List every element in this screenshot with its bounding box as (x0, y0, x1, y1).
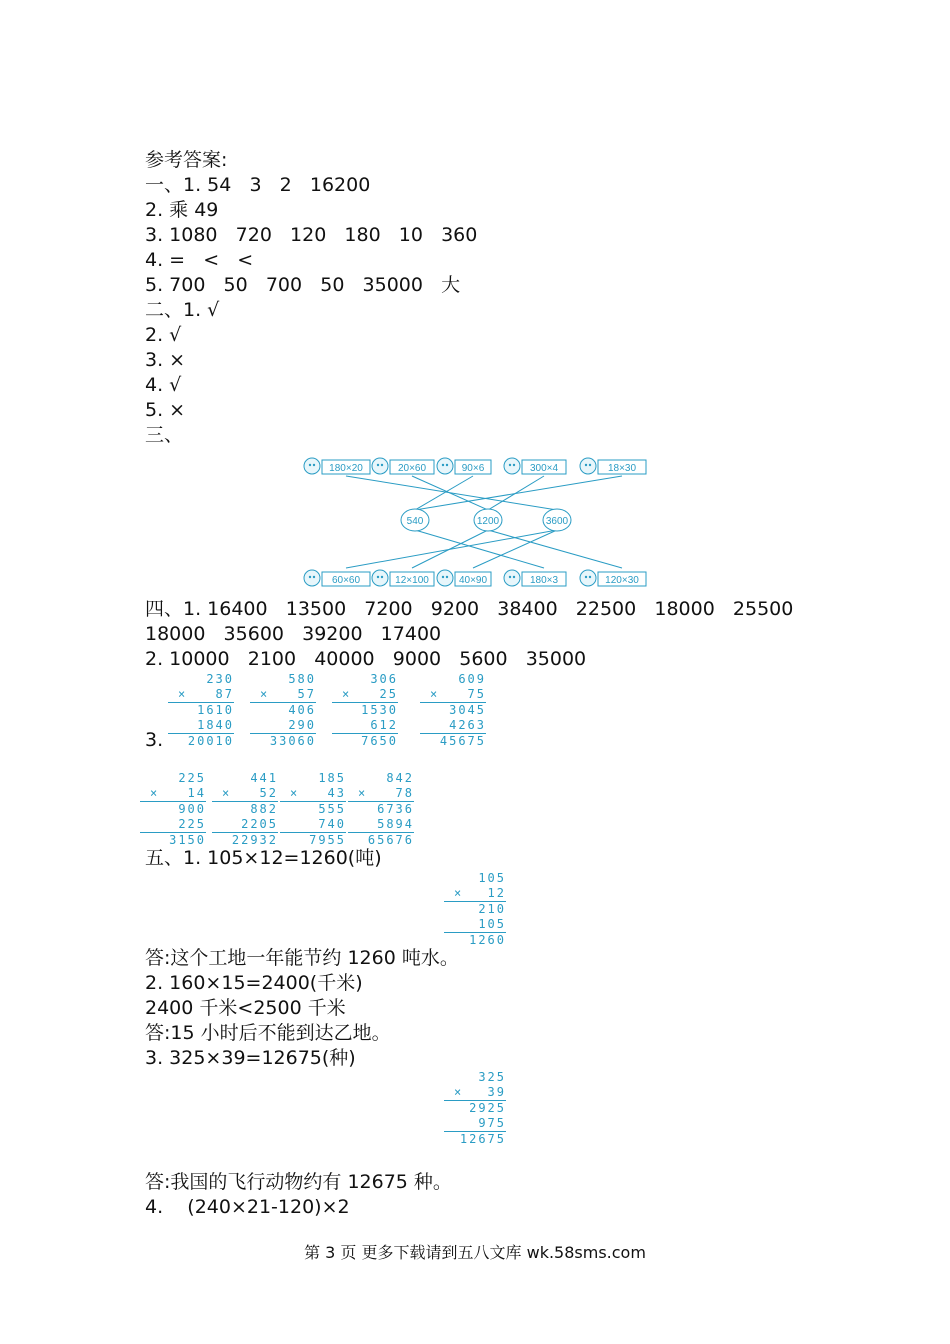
multiplicand: 225 (178, 771, 206, 785)
answer-line: 二、1. √ (145, 299, 220, 321)
answer-line: 答:15 小时后不能到达乙地。 (145, 1022, 391, 1044)
question-number: 3. (145, 729, 164, 751)
answer-label: 540 (406, 516, 424, 527)
answer-line: 一、1. 54 3 2 16200 (145, 174, 371, 196)
eye-icon (313, 576, 315, 578)
multiplicand: 325 (478, 1070, 506, 1084)
child-face-icon (504, 570, 520, 586)
answer-line: 答:这个工地一年能节约 1260 吨水。 (145, 947, 459, 969)
times-sign: × (290, 786, 300, 800)
multiplier: 87 (215, 687, 234, 701)
calc-rule (348, 832, 414, 833)
vertical-calc (140, 771, 206, 849)
partial-product: 2205 (241, 817, 278, 831)
expression-label: 18×30 (607, 463, 637, 474)
eye-icon (509, 576, 511, 578)
child-face-icon (372, 570, 388, 586)
partial-product: 900 (178, 802, 206, 816)
times-sign: × (342, 687, 352, 701)
child-face-icon (580, 570, 596, 586)
partial-product: 210 (478, 902, 506, 916)
section-3-label: 三、 (145, 424, 184, 446)
vertical-calc (444, 1070, 506, 1148)
eye-icon (513, 464, 515, 466)
calc-rule (332, 733, 398, 734)
calc-rule (250, 733, 316, 734)
calc-rule (168, 733, 234, 734)
multiplier: 78 (395, 786, 414, 800)
answer-line: 3. × (145, 349, 186, 371)
eye-icon (313, 464, 315, 466)
calc-rule (250, 702, 316, 703)
eye-icon (377, 576, 379, 578)
answer-line: 5. 700 50 700 50 35000 大 (145, 274, 461, 296)
matching-svg (300, 448, 655, 593)
partial-product: 740 (318, 817, 346, 831)
calc-rule (444, 1131, 506, 1132)
partial-product: 1610 (197, 703, 234, 717)
matching-diagram (300, 448, 655, 593)
match-line (412, 530, 488, 568)
vertical-calc (168, 672, 234, 750)
answer-line: 2. √ (145, 324, 182, 346)
expression-label: 180×3 (529, 575, 559, 586)
eye-icon (309, 464, 311, 466)
answer-label: 1200 (476, 516, 500, 527)
partial-product: 4263 (449, 718, 486, 732)
partial-product: 1530 (361, 703, 398, 717)
expression-label: 12×100 (395, 575, 429, 586)
product: 1260 (469, 933, 506, 947)
product: 3150 (169, 833, 206, 847)
eye-icon (381, 464, 383, 466)
calc-rule (212, 832, 278, 833)
eye-icon (377, 464, 379, 466)
multiplicand: 441 (250, 771, 278, 785)
times-sign: × (358, 786, 368, 800)
answer-line: 答:我国的飞行动物约有 12675 种。 (145, 1171, 452, 1193)
answer-line: 2400 千米<2500 千米 (145, 997, 346, 1019)
product: 65676 (367, 833, 414, 847)
multiplier: 14 (187, 786, 206, 800)
product: 7650 (361, 734, 398, 748)
vertical-calc (348, 771, 414, 849)
expression-label: 20×60 (397, 463, 427, 474)
expression-label: 180×20 (329, 463, 363, 474)
answer-line: 4. (240×21-120)×2 (145, 1196, 350, 1218)
multiplier: 52 (259, 786, 278, 800)
calc-rule (348, 801, 414, 802)
calc-rule (444, 901, 506, 902)
expression-label: 120×30 (605, 575, 639, 586)
partial-product: 882 (250, 802, 278, 816)
partial-product: 6736 (377, 802, 414, 816)
eye-icon (509, 464, 511, 466)
eye-icon (442, 576, 444, 578)
eye-icon (446, 464, 448, 466)
times-sign: × (222, 786, 232, 800)
multiplicand: 580 (288, 672, 316, 686)
answer-line: 5. × (145, 399, 186, 421)
multiplicand: 105 (478, 871, 506, 885)
answer-label: 3600 (545, 516, 569, 527)
calc-rule (280, 832, 346, 833)
answer-line: 4. √ (145, 374, 182, 396)
multiplier: 12 (487, 886, 506, 900)
vertical-calc (280, 771, 346, 849)
partial-product: 1840 (197, 718, 234, 732)
eye-icon (442, 464, 444, 466)
partial-product: 406 (288, 703, 316, 717)
answer-line: 4. = < < (145, 249, 254, 271)
product: 45675 (439, 734, 486, 748)
child-face-icon (580, 458, 596, 474)
calc-rule (140, 801, 206, 802)
partial-product: 975 (478, 1116, 506, 1130)
child-face-icon (304, 458, 320, 474)
vertical-calc (212, 771, 278, 849)
multiplicand: 230 (206, 672, 234, 686)
times-sign: × (430, 687, 440, 701)
page-footer: 第 3 页 更多下载请到五八文库 wk.58sms.com (304, 1243, 646, 1262)
vertical-calc (250, 672, 316, 750)
expression-label: 300×4 (529, 463, 559, 474)
multiplicand: 842 (386, 771, 414, 785)
calc-rule (140, 832, 206, 833)
product: 33060 (269, 734, 316, 748)
multiplier: 57 (297, 687, 316, 701)
eye-icon (589, 464, 591, 466)
calc-rule (168, 702, 234, 703)
product: 22932 (231, 833, 278, 847)
expression-label: 60×60 (331, 575, 361, 586)
partial-product: 225 (178, 817, 206, 831)
product: 20010 (187, 734, 234, 748)
multiplier: 39 (487, 1085, 506, 1099)
expression-label: 40×90 (458, 575, 488, 586)
eye-icon (589, 576, 591, 578)
partial-product: 290 (288, 718, 316, 732)
answer-line: 2. 乘 49 (145, 199, 219, 221)
eye-icon (585, 576, 587, 578)
answer-line: 2. 160×15=2400(千米) (145, 972, 363, 994)
eye-icon (309, 576, 311, 578)
answers-title: 参考答案: (145, 149, 228, 171)
multiplicand: 185 (318, 771, 346, 785)
calc-rule (212, 801, 278, 802)
calc-rule (332, 702, 398, 703)
calc-rule (444, 932, 506, 933)
partial-product: 105 (478, 917, 506, 931)
multiplicand: 306 (370, 672, 398, 686)
partial-product: 2925 (469, 1101, 506, 1115)
expression-label: 90×6 (461, 463, 485, 474)
child-face-icon (372, 458, 388, 474)
child-face-icon (437, 570, 453, 586)
times-sign: × (260, 687, 270, 701)
answer-line: 四、1. 16400 13500 7200 9200 38400 22500 18000 25500 (145, 598, 794, 620)
child-face-icon (504, 458, 520, 474)
answer-line: 2. 10000 2100 40000 9000 5600 35000 (145, 648, 587, 670)
vertical-calc (420, 672, 486, 750)
partial-product: 5894 (377, 817, 414, 831)
child-face-icon (437, 458, 453, 474)
partial-product: 612 (370, 718, 398, 732)
match-line (488, 530, 622, 568)
times-sign: × (150, 786, 160, 800)
partial-product: 3045 (449, 703, 486, 717)
answer-line: 18000 35600 39200 17400 (145, 623, 442, 645)
match-line (415, 476, 622, 510)
answer-line: 3. 1080 720 120 180 10 360 (145, 224, 478, 246)
calc-rule (444, 1100, 506, 1101)
times-sign: × (454, 886, 464, 900)
match-line (346, 476, 557, 510)
vertical-calc (332, 672, 398, 750)
eye-icon (513, 576, 515, 578)
calc-rule (280, 801, 346, 802)
times-sign: × (178, 687, 188, 701)
calc-rule (420, 733, 486, 734)
vertical-calc (444, 871, 506, 949)
multiplier: 25 (379, 687, 398, 701)
answer-line: 五、1. 105×12=1260(吨) (145, 847, 382, 869)
multiplicand: 609 (458, 672, 486, 686)
eye-icon (381, 576, 383, 578)
match-line (473, 530, 557, 568)
product: 12675 (459, 1132, 506, 1146)
times-sign: × (454, 1085, 464, 1099)
product: 7955 (309, 833, 346, 847)
partial-product: 555 (318, 802, 346, 816)
child-face-icon (304, 570, 320, 586)
answer-line: 3. 325×39=12675(种) (145, 1047, 356, 1069)
eye-icon (446, 576, 448, 578)
multiplier: 75 (467, 687, 486, 701)
eye-icon (585, 464, 587, 466)
multiplier: 43 (327, 786, 346, 800)
calc-rule (420, 702, 486, 703)
